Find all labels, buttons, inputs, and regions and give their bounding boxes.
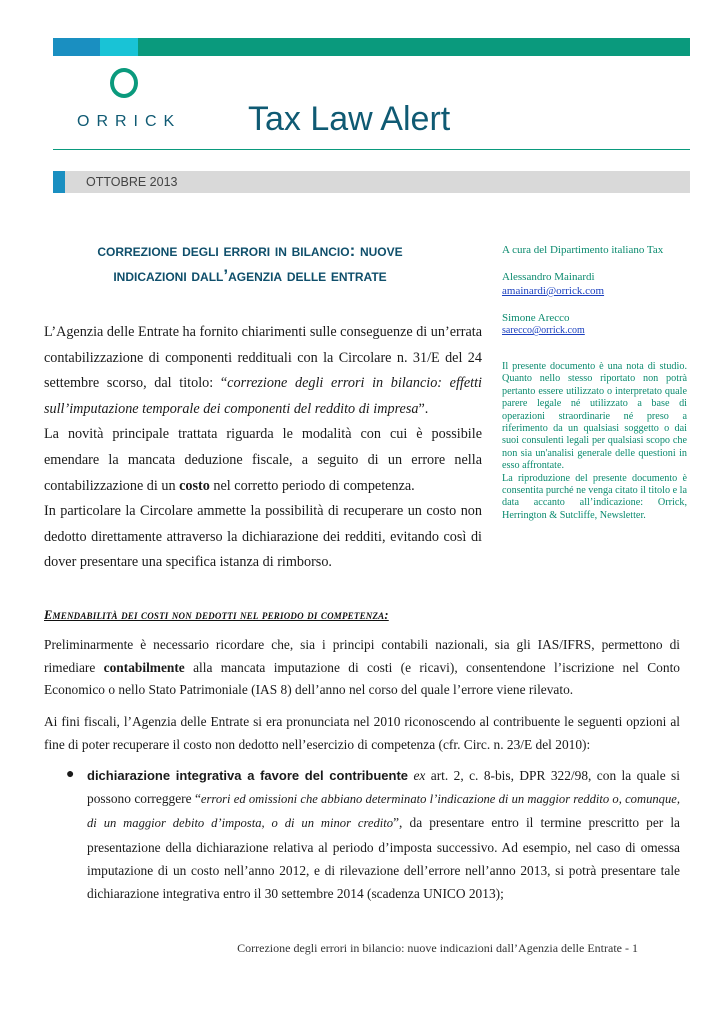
intro-p2-text: La novità principale trattata riguarda le modalità con cui è possibile emendare la mancata deduzione fiscale, a seguito di un errore nella contabilizzazione di un [44, 426, 482, 494]
p1-bold: contabilmente [103, 659, 185, 675]
bullet-bold: dichiarazione integrativa a favore del contribuente [87, 768, 409, 783]
orrick-logo-icon [110, 68, 138, 98]
bullet-quote: errori ed omissioni che abbiano determinato l’indicazione di un maggior reddito o, comunque, di un maggior debito d’imposta, o di un minor credito [87, 792, 681, 831]
page-title: Tax Law Alert [248, 100, 451, 138]
article-title-line2: indicazioni dall’agenzia delle entrate [113, 266, 387, 285]
bullet-text: art. 2, c. 8-bis, DPR 322/98, con la quale si possono correggere “ [87, 768, 680, 807]
issue-date: OTTOBRE 2013 [86, 175, 178, 189]
intro-paragraph-3: In particolare la Circolare ammette la possibilità di recuperare un costo non dedotto direttamente attraverso la dichiarazione dei redditi, evitando così di dover presentare una specifica istanza di rimborso. [44, 503, 482, 571]
intro-p1-quote: correzione degli errori in bilancio: effetti sull’imputazione temporale dei componenti del reddito di impresa [44, 375, 482, 417]
disclaimer-note [502, 361, 687, 522]
header-divider [53, 149, 690, 150]
article-intro [44, 320, 482, 576]
author2-email-wrap [502, 325, 687, 336]
author2-name: Simone Arecco [502, 312, 570, 324]
intro-paragraph-2 [44, 422, 482, 499]
bullet-end: ”, da presentare entro il termine prescritto per la presentazione della dichiarazione relativa al periodo d’imposta successivo. Ad esempio, nel caso di omessa imputazione di un costo nell’anno 2012, e di rilevazione dell’errore nell’anno 2013, si potrà presentare tale dichiarazione integrativa entro il 30 settembre 2014 (scadenza UNICO 2013); [87, 815, 680, 902]
section-paragraph-1 [44, 634, 680, 702]
p1-end: alla mancata imputazione di costi (e ricavi), consentendone l’iscrizione nel Conto Economico o nello Stato Patrimoniale (IAS 8) dell’anno nel corso del quale l’errore viene rilevato. [44, 659, 680, 697]
bullet-ex: ex [413, 768, 426, 783]
intro-p1-end: ”. [418, 400, 429, 417]
article-title-line1: correzione degli errori in bilancio: nuove [97, 241, 403, 260]
bullet-icon: ● [66, 767, 75, 782]
author1-email-wrap [502, 285, 687, 297]
author1-name: Alessandro Mainardi [502, 271, 595, 283]
disclaimer-p2: La riproduzione del presente documento è consentita purché ne venga citato il titolo e la data accanto all’indicazione: Orrick, Herrington & Sutcliffe, Newsletter. [502, 472, 688, 521]
logo-text: ORRICK [77, 113, 182, 130]
curated-by: A cura del Dipartimento italiano Tax [502, 244, 664, 256]
bullet-item [87, 764, 680, 905]
p1-text: Preliminarmente è necessario ricordare che, sia i principi contabili nazionali, sia gli IAS/IFRS, permettono di rimediare [44, 637, 680, 675]
page-footer: Correzione degli errori in bilancio: nuove indicazioni dall’Agenzia delle Entrate - 1 [237, 941, 638, 955]
intro-p2-bold: costo [179, 477, 210, 494]
intro-p1-text: L’Agenzia delle Entrate ha fornito chiarimenti sulle conseguenze di un’errata contabilizzazione di componenti reddituali con la Circolare n. 31/E del 24 settembre scorso, dal titolo: “ [44, 324, 482, 392]
article-title [55, 238, 445, 288]
header-bar-teal [138, 38, 690, 56]
date-marker [53, 171, 65, 193]
author2-email-link[interactable]: sarecco@orrick.com [502, 325, 585, 336]
disclaimer-p1: Il presente documento è una nota di studio. Quanto nello stesso riportato non potrà pertanto essere utilizzato o interpretato quale parere legale né utilizzato a base di operazioni straordinarie né preso a riferimento da un qualsiasi soggetto o dai suoi consulenti legali per qualsiasi scopo che non sia un'analisi generale delle questioni in esso affrontate. [502, 361, 687, 472]
intro-p2-end: nel corretto periodo di competenza. [209, 477, 415, 494]
header-bar-cyan [100, 38, 138, 56]
section-paragraph-2: Ai fini fiscali, l’Agenzia delle Entrate si era pronunciata nel 2010 riconoscendo al contribuente le seguenti opzioni al fine di poter recuperare il costo non dedotto nell’esercizio di competenza (cfr. Circ. n. 23/E del 2010): [44, 714, 680, 752]
author1-email-link[interactable]: amainardi@orrick.com [502, 285, 605, 297]
intro-paragraph-1 [44, 320, 482, 422]
section-heading: Emendabilità dei costi non dedotti nel periodo di competenza: [44, 608, 389, 622]
header-bar-blue [53, 38, 100, 56]
